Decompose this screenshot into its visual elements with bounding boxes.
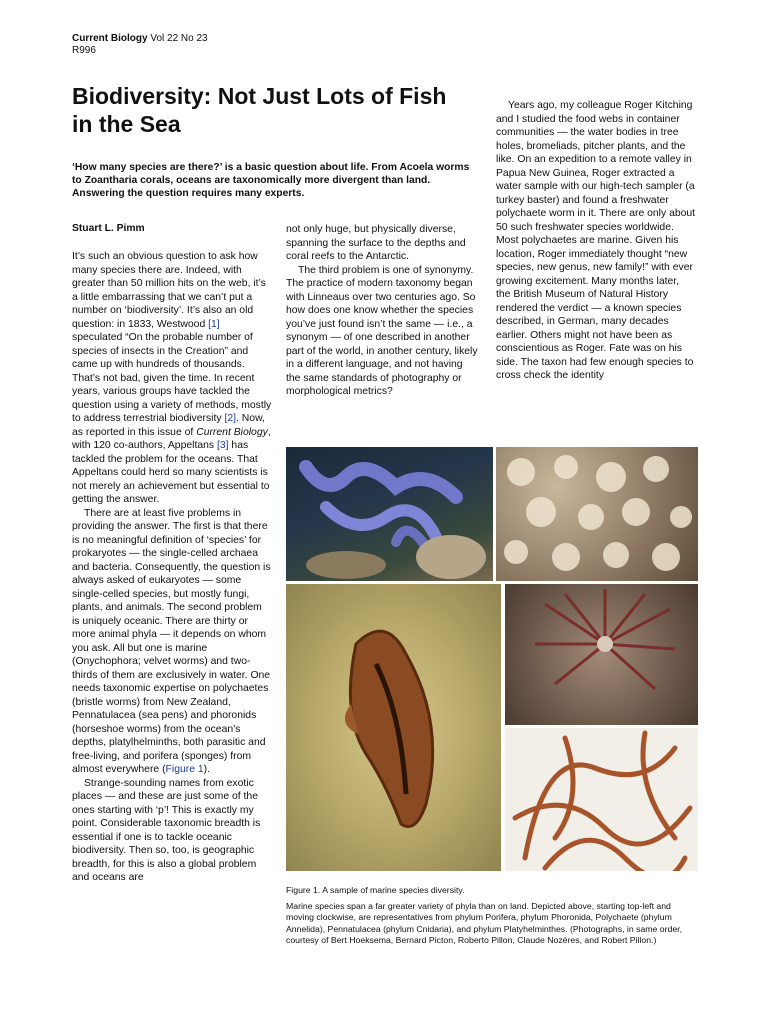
page-number: R996: [72, 45, 96, 56]
paragraph: [72, 507, 272, 777]
paragraph: not only huge, but physically diverse, spanning the surface to the depths and coral reefs to the Antarctic.: [286, 224, 466, 262]
article-lead: ‘How many species are there?’ is a basic question about life. From Acoela worms to Zoantharia corals, oceans are taxonomically more divergent than land. Answering the question requires many experts.: [72, 162, 470, 199]
text-run: There are at least five problems in providing the answer. The first is that there is no meaningful definition of ‘species’ for prokaryotes — the single-celled archaea and bacteria. Consequently, the question is always asked of eukaryotes — some single-celled species, but mostly fungi, plants, and animals. The second problem is uniquely oceanic. There are thirty or more animal phyla — it depends on whom you ask. All but one is marine (Onychophora; velvet worms) and two-thirds of them are exclusively in water. One needs taxonomic expertise on polychaetes (bristle worms) from New Zealand, Pennatulacea (sea pens) and phoronids (horseshoe worms) from the ocean’s depths, platylhelminths, both parasitic and free-living, and porifera (sponges) from almost everywhere (: [72, 507, 271, 775]
author-name: Stuart L. Pimm: [72, 223, 145, 234]
paragraph: [72, 250, 272, 507]
phoronid-photo: [496, 447, 698, 581]
reference-link-3[interactable]: [3]: [216, 440, 229, 451]
figure-caption-text: Marine species span a far greater variety of phyla than on land. Depicted above, starting top-left and moving clockwise, are representatives from phylum Porifera, phylum Phoronida, Polychaete (phylum Annelida), Pennatulacea (phylum Cnidaria), and phylum Platyhelminthes. (Photographs, in same order, courtesy of Bert Hoeksema, Bernard Picton, Roberto Pillon, Claude Nozères, and Robert Pillon.): [286, 900, 682, 945]
article-title: Biodiversity: Not Just Lots of Fish in the Sea: [72, 83, 447, 137]
figure-caption-title: Figure 1. A sample of marine species diversity.: [286, 885, 465, 895]
text-run: , with 120 co-authors, Appeltans: [72, 426, 271, 451]
reference-link-1[interactable]: [1]: [208, 318, 220, 330]
paragraph: The third problem is one of synonymy. The practice of modern taxonomy began with Linneaus over two centuries ago. So how does one know whether the species you’ve just found isn’t the same — i.e., a synonym — of one described in another part of the world, in another century, likely in a different language, and not having the same standards of photography or morphological metrics?: [286, 264, 478, 397]
body-column-1: [72, 250, 272, 885]
paragraph: Years ago, my colleague Roger Kitching and I studied the food webs in container communities — the water bodies in tree holes, bromeliads, pitcher plants, and the like. On an expedition to a remote valley in Papua New Guinea, Roger extracted a water sample with our high-tech sampler (a turkey baster) and found a freshwater polychaete worm in it. There are only about 50 such freshwater species worldwide. Most polychaetes are marine. Given his location, Roger immediately thought “new species, new genus, new family!” with ever growing excitement. Many months later, the British Museum of Natural History rendered the verdict — a known species described, in German, many decades earlier. Others might not have been as conscientious as Roger. Fate was on his side. The taxon had few enough species to cross check the identity: [496, 100, 696, 381]
journal-header: [72, 33, 208, 57]
text-run: ).: [203, 764, 211, 775]
journal-italic: Current Biology: [196, 426, 268, 438]
paragraph: Strange-sounding names from exotic places — and these are just some of the ones starting with ‘p’! This is exactly my point. Considerable taxonomic breadth is essential if one is to tackle oceanic biodiversity. Then so, too, is geographic breadth, for this is also a global problem and oceans are: [72, 777, 261, 883]
journal-volume: Vol 22 No 23: [150, 33, 208, 44]
figure-caption: [286, 885, 698, 951]
figure-link[interactable]: Figure 1: [165, 764, 204, 775]
sea-pen-photo: [505, 728, 698, 871]
text-run: . Now, as reported in this issue of: [72, 413, 265, 438]
body-column-2: [286, 223, 478, 399]
sponge-photo: [286, 447, 493, 581]
body-column-3: [496, 99, 696, 383]
text-run: speculated “On the probable number of species of insects in the Creation” and came up with hundreds of thousands. That’s not bad, given the time. In recent years, various groups have tackled the question using a variety of methods, mostly to address terrestrial biodiversity: [72, 332, 272, 424]
reference-link-2[interactable]: [2]: [224, 413, 237, 424]
text-run: It’s such an obvious question to ask how many species there are. Indeed, with greater than 50 million hits on the web, it’s a little embarrassing that we can’t put a number on ‘biodiversity’. It’s also an old question: in 1833, Westwood: [72, 251, 266, 330]
polychaete-photo: [505, 584, 698, 725]
text-run: has tackled the problem for the oceans. That Appeltans could herd so many scientists is not merely an achievement but essential to getting the answer.: [72, 440, 270, 505]
flatworm-photo: [286, 584, 501, 871]
journal-name: Current Biology: [72, 33, 148, 44]
figure-1-photos: [286, 447, 698, 871]
